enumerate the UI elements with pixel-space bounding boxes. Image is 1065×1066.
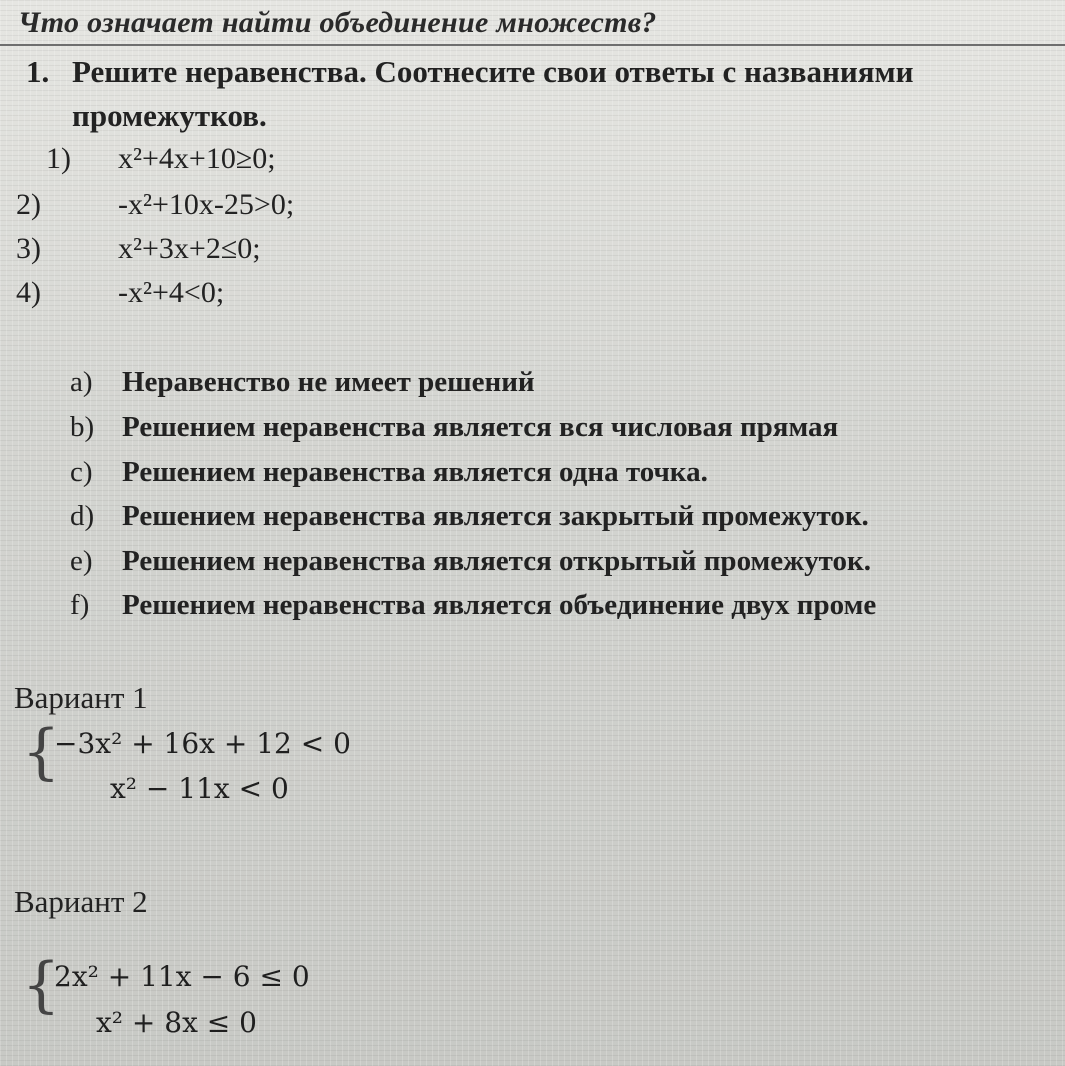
task-instruction-line1: Решите неравенства. Соотнесите свои ответы с названиями xyxy=(72,54,914,89)
variant-2-brace: { xyxy=(22,950,61,1020)
inequality-2-label: 2) xyxy=(16,188,41,221)
variant-1-equation-1: −3x² + 16x + 12 < 0 xyxy=(54,727,351,760)
page-heading: Что означает найти объединение множеств? xyxy=(18,6,657,39)
option-a-label: a) xyxy=(70,366,93,398)
variant-1-equation-2: x² − 11x < 0 xyxy=(110,772,289,805)
variant-2-equation-1: 2x² + 11x − 6 ≤ 0 xyxy=(54,960,310,993)
option-d xyxy=(70,500,869,533)
task-instruction-line2: промежутков. xyxy=(72,98,267,133)
inequality-3-label: 3) xyxy=(16,232,41,265)
inequality-1-expr: x²+4x+10≥0; xyxy=(118,142,276,175)
variant-2-title: Вариант 2 xyxy=(14,884,148,919)
option-c-text: Решением неравенства является одна точка. xyxy=(122,456,708,488)
option-c xyxy=(70,456,708,489)
heading-divider xyxy=(0,44,1065,46)
option-c-label: c) xyxy=(70,456,93,488)
option-e-text: Решением неравенства является открытый промежуток. xyxy=(122,545,871,577)
option-b xyxy=(70,411,838,444)
inequality-4-expr: -x²+4<0; xyxy=(118,276,225,309)
option-d-label: d) xyxy=(70,500,95,532)
option-f xyxy=(70,589,1065,622)
inequality-3-expr: x²+3x+2≤0; xyxy=(118,232,261,265)
task-number: 1. xyxy=(26,54,50,89)
option-b-text: Решением неравенства является вся числовая прямая xyxy=(122,411,839,443)
option-f-label: f) xyxy=(70,589,90,621)
variant-1-brace: { xyxy=(22,717,61,787)
variant-1-title: Вариант 1 xyxy=(14,680,148,715)
option-d-text: Решением неравенства является закрытый промежуток. xyxy=(122,500,869,532)
option-a-text: Неравенство не имеет решений xyxy=(122,366,535,398)
option-e-label: e) xyxy=(70,545,93,577)
option-a xyxy=(70,366,535,399)
variant-2-equation-2: x² + 8x ≤ 0 xyxy=(96,1006,257,1039)
inequality-1-label: 1) xyxy=(46,142,71,175)
inequality-2-expr: -x²+10x-25>0; xyxy=(118,188,295,221)
option-e xyxy=(70,545,871,578)
option-f-text: Решением неравенства является объединение двух проме xyxy=(122,589,877,621)
option-b-label: b) xyxy=(70,411,95,443)
inequality-4-label: 4) xyxy=(16,276,41,309)
